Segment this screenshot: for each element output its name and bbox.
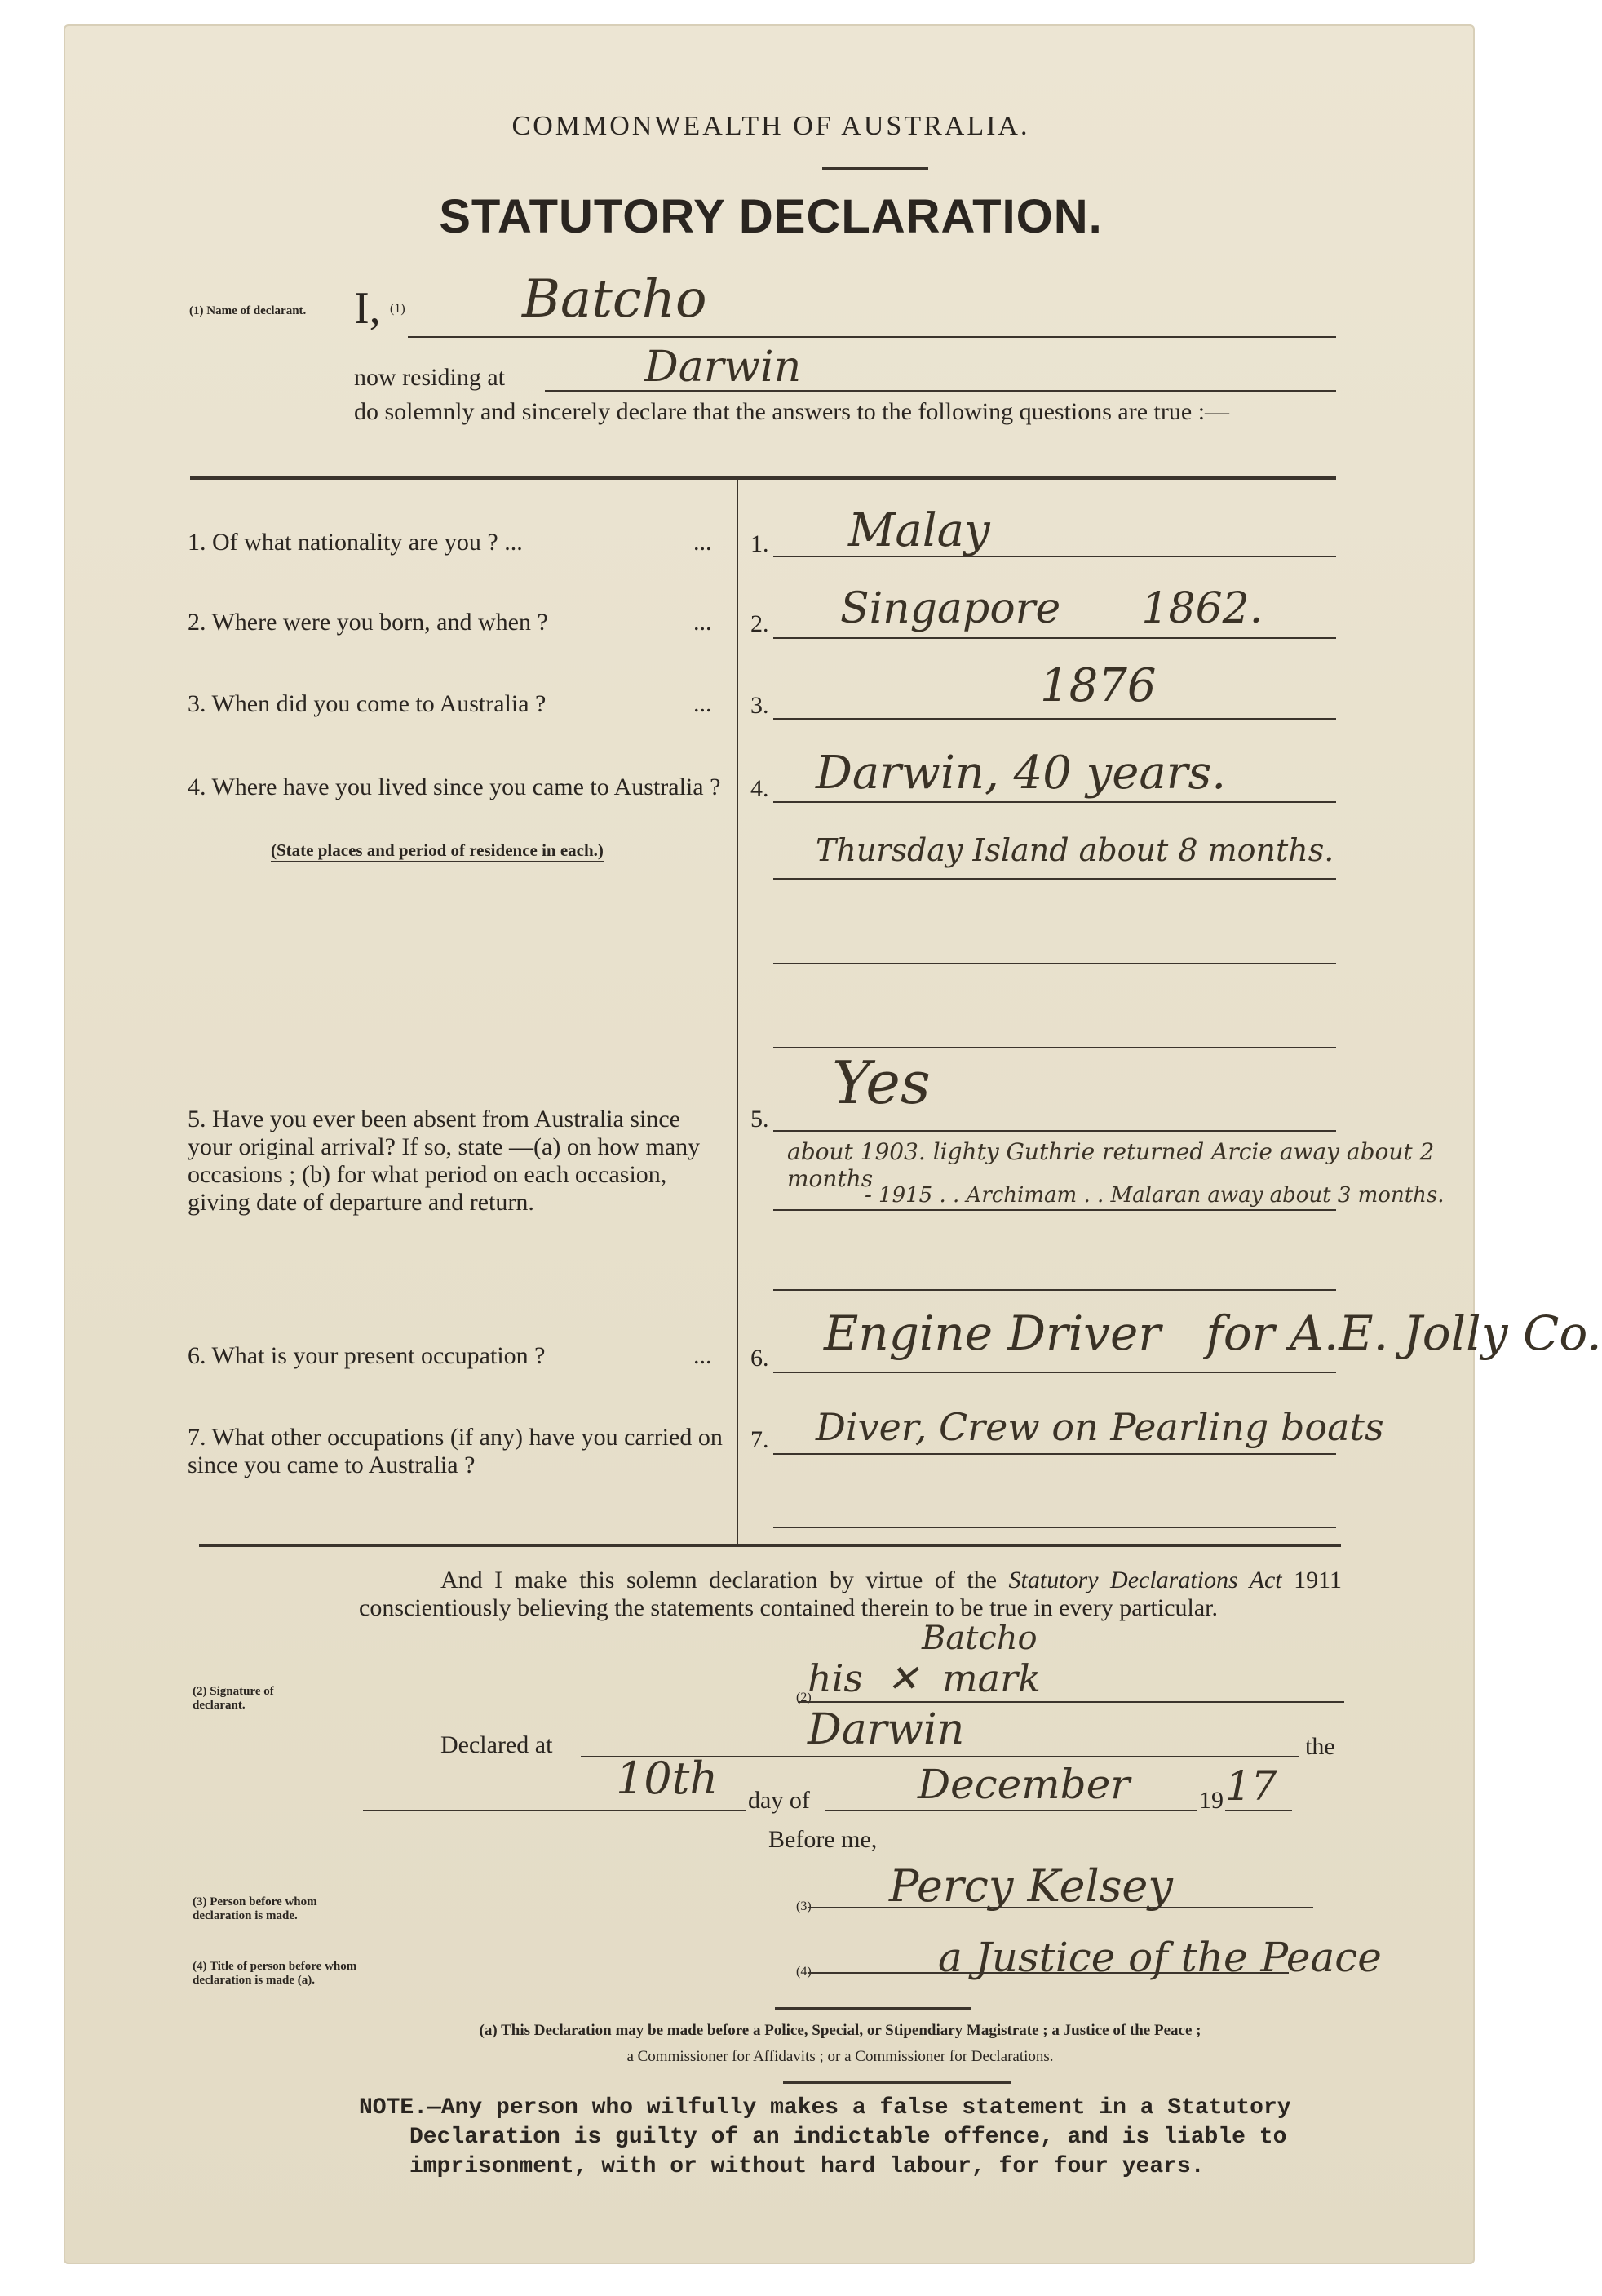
answer-4-number: 4.	[750, 775, 769, 802]
intro-statement: do solemnly and sincerely declare that the answers to the following questions are true :—	[354, 398, 1230, 425]
title-line	[808, 1972, 1289, 1974]
answer-1-line	[773, 556, 1336, 557]
declaration-text	[359, 1567, 1342, 1622]
witness-title: a Justice of the Peace	[938, 1934, 1382, 1981]
question-2: 2. Where were you born, and when ?	[188, 609, 548, 636]
footnote-line-2: a Commissioner for Affidavits ; or a Commissioner for Declarations.	[626, 2048, 1054, 2065]
answer-7-line-b	[773, 1527, 1336, 1528]
answer-5-line-c	[773, 1289, 1336, 1291]
declaration-text-1: And I make this solemn declaration by virtue of the	[440, 1567, 998, 1593]
witness-line	[808, 1907, 1313, 1908]
declarant-name: Batcho	[522, 269, 707, 330]
witness-ref: (3)	[796, 1899, 812, 1913]
country-heading: COMMONWEALTH OF AUSTRALIA.	[511, 111, 1030, 141]
question-1: 1. Of what nationality are you ? ...	[188, 529, 523, 556]
answer-5: Yes	[832, 1048, 931, 1117]
the-label: the	[1305, 1733, 1335, 1760]
margin-note-title: (4) Title of person before whom declaration is made (a).	[193, 1960, 357, 1987]
document-title: STATUTORY DECLARATION.	[439, 190, 1103, 243]
answer-2-number: 2.	[750, 610, 769, 637]
witness-name: Percy Kelsey	[889, 1860, 1173, 1912]
month-value: December	[918, 1761, 1131, 1808]
margin-note-signature: (2) Signature of declarant.	[193, 1685, 274, 1712]
answer-4: Darwin, 40 years.	[816, 747, 1227, 800]
declared-at-label: Declared at	[440, 1731, 553, 1758]
answer-4-line-c	[773, 963, 1336, 964]
answer-7-number: 7.	[750, 1426, 769, 1453]
answer-5-number: 5.	[750, 1106, 769, 1132]
margin-note-declarant: (1) Name of declarant.	[189, 304, 307, 317]
heading-divider	[822, 167, 928, 170]
answer-6-line	[773, 1372, 1336, 1373]
answer-5-line-3: - 1915 . . Archimam . . Malaran away about 3 months.	[865, 1183, 1445, 1208]
residing-label: now residing at	[354, 364, 505, 391]
question-4: 4. Where have you lived since you came to Australia ?	[188, 773, 721, 800]
answer-3: 1876	[1040, 659, 1157, 712]
question-4-note: (State places and period of residence in each.)	[271, 840, 604, 862]
column-divider	[737, 480, 738, 1545]
answer-2-line	[773, 637, 1336, 639]
day-line	[363, 1810, 746, 1811]
signature-ref: (2)	[796, 1691, 812, 1704]
questions-divider	[199, 1544, 1341, 1547]
answer-5-line-2: about 1903. lighty Guthrie returned Arcie away about 2 months	[787, 1138, 1435, 1192]
signature-name: Batcho	[922, 1620, 1038, 1657]
answer-1-number: 1.	[750, 530, 769, 557]
answer-4-line	[773, 801, 1336, 803]
declared-at-value: Darwin	[808, 1705, 965, 1754]
question-7: 7. What other occupations (if any) have you carried on since you came to Australia ?	[188, 1424, 723, 1478]
residing-value: Darwin	[644, 343, 802, 392]
before-me-label: Before me,	[768, 1826, 878, 1853]
answer-3-number: 3.	[750, 692, 769, 719]
day-value: 10th	[616, 1753, 719, 1804]
question-6-dots: ...	[693, 1342, 712, 1369]
answer-7-line	[773, 1453, 1336, 1455]
month-line	[825, 1810, 1197, 1811]
note-text: —Any person who wilfully makes a false statement in a Statutory Declaration is guilty of an indictable offence, and is liable to imprisonment, with or without hard labour, for four years.	[409, 2095, 1291, 2179]
answer-7: Diver, Crew on Pearling boats	[816, 1405, 1384, 1449]
signature-line	[798, 1701, 1344, 1703]
signature-mark: his ✕ mark	[808, 1656, 1041, 1700]
residing-line	[545, 390, 1336, 392]
i-ref: (1)	[390, 302, 405, 316]
intro-divider	[190, 476, 1336, 480]
footnote-line-1: (a) This Declaration may be made before a Police, Special, or Stipendiary Magistrate ; a Justice of the Peace ;	[479, 2022, 1202, 2039]
answer-4-line-b	[773, 878, 1336, 880]
title-ref: (4)	[796, 1965, 812, 1979]
name-line	[408, 336, 1336, 338]
question-1-dots: ...	[693, 529, 712, 556]
note-divider	[783, 2081, 1011, 2084]
year-line	[1225, 1810, 1292, 1811]
answer-6: Engine Driver for A.E. Jolly Co.	[824, 1305, 1602, 1361]
answer-6-number: 6.	[750, 1345, 769, 1372]
question-3-dots: ...	[693, 690, 712, 717]
question-2-dots: ...	[693, 609, 712, 636]
question-5: 5. Have you ever been absent from Australia since your original arrival? If so, state —(a) on how many occasions ; (b) for what period on each occasion, giving date of departure and return.	[188, 1106, 701, 1216]
day-of-label: day of	[748, 1787, 810, 1814]
year-suffix: 17	[1225, 1762, 1277, 1810]
note-label: NOTE.	[359, 2095, 428, 2121]
question-3: 3. When did you come to Australia ?	[188, 690, 547, 717]
question-6: 6. What is your present occupation ?	[188, 1342, 546, 1369]
year-prefix: 19	[1199, 1787, 1224, 1814]
footnote-divider	[775, 2007, 971, 2010]
answer-2: Singapore 1862.	[840, 584, 1263, 633]
i-label: I,	[354, 283, 381, 334]
answer-1: Malay	[848, 504, 990, 557]
note-block	[359, 2094, 1396, 2182]
answer-5-line	[773, 1130, 1336, 1132]
declaration-text-2: 1911 conscientiously believing the statements contained therein to be true in every particular.	[359, 1567, 1343, 1621]
answer-5-line-b	[773, 1209, 1336, 1211]
margin-note-witness: (3) Person before whom declaration is made.	[193, 1895, 317, 1922]
answer-3-line	[773, 718, 1336, 720]
declaration-act-name: Statutory Declarations Act	[1008, 1567, 1282, 1593]
answer-4-line-2: Thursday Island about 8 months.	[816, 832, 1334, 868]
